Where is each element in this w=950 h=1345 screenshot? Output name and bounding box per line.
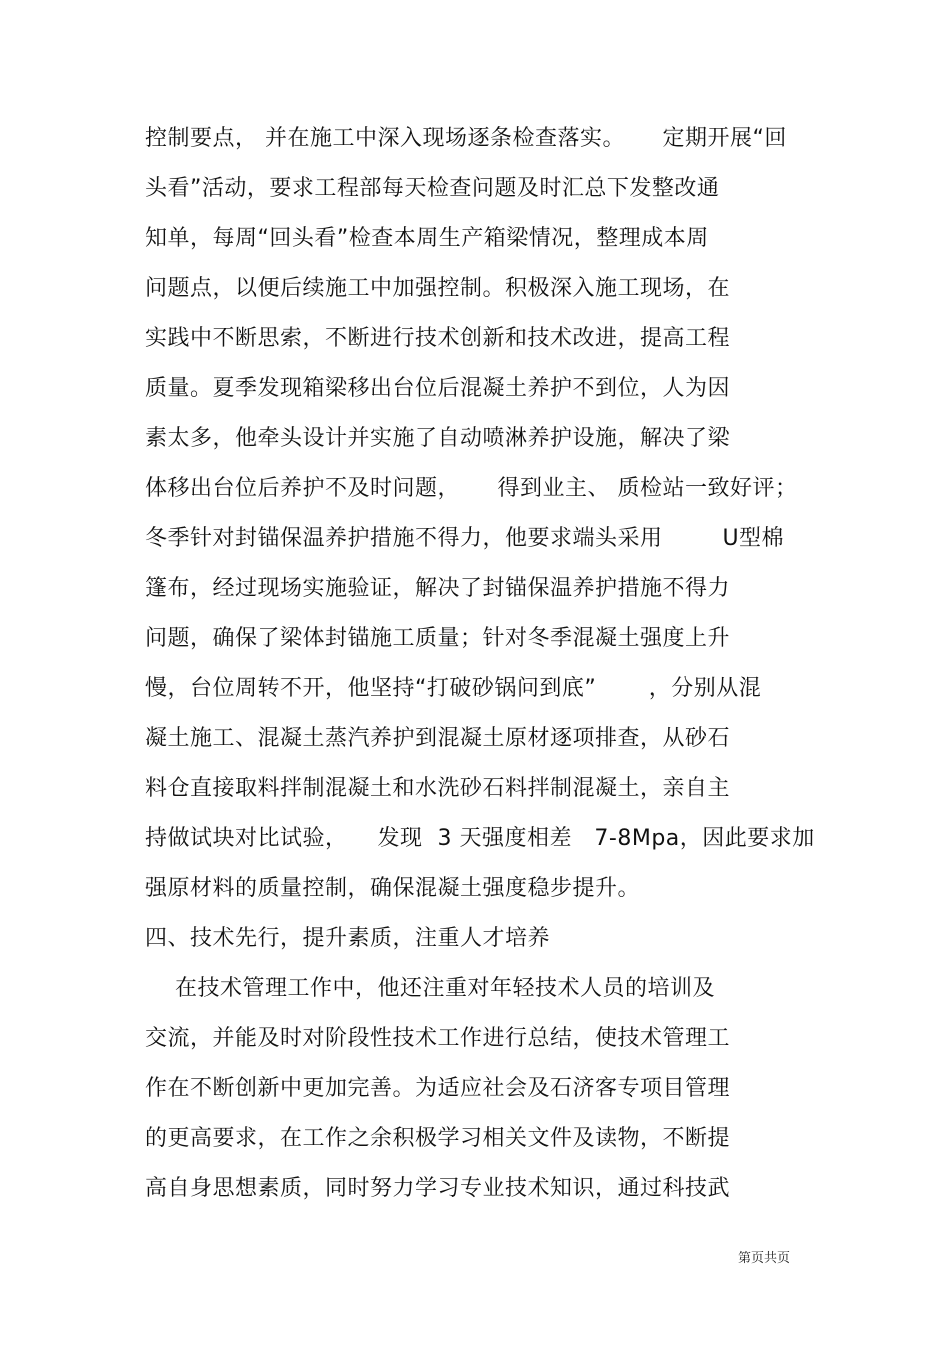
text-line: 问题，确保了梁体封锚施工质量；针对冬季混凝土强度上升 <box>145 626 731 651</box>
text-line: 篷布，经过现场实施验证，解决了封锚保温养护措施不得力 <box>145 576 731 601</box>
text-line: 持做试块对比试验， 发现 3 天强度相差 7-8Mpa，因此要求加 <box>145 826 815 851</box>
text-line: 作在不断创新中更加完善。为适应社会及石济客专项目管理 <box>145 1076 731 1101</box>
text-line: 问题点，以便后续施工中加强控制。积极深入施工现场，在 <box>145 276 731 301</box>
text-line: 冬季针对封锚保温养护措施不得力，他要求端头采用 U型棉 <box>145 526 785 551</box>
text-line: 的更高要求，在工作之余积极学习相关文件及读物，不断提 <box>145 1126 731 1151</box>
text-line: 体移出台位后养护不及时问题， 得到业主、 质检站一致好评； <box>145 476 798 501</box>
text-line: 质量。夏季发现箱梁移出台位后混凝土养护不到位，人为因 <box>145 376 731 401</box>
text-line: 凝土施工、混凝土蒸汽养护到混凝土原材逐项排查，从砂石 <box>145 726 731 751</box>
text-line: 头看”活动，要求工程部每天检查问题及时汇总下发整改通 <box>145 176 720 201</box>
text-line: 慢，台位周转不开，他坚持“打破砂锅问到底” ，分别从混 <box>145 676 762 701</box>
text-line: 高自身思想素质，同时努力学习专业技术知识，通过科技武 <box>145 1176 731 1201</box>
text-line: 强原材料的质量控制，确保混凝土强度稳步提升。 <box>145 876 641 901</box>
text-line: 控制要点， 并在施工中深入现场逐条检查落实。 定期开展“回 <box>145 126 787 151</box>
text-line: 在技术管理工作中，他还注重对年轻技术人员的培训及 <box>145 976 715 1001</box>
text-line: 交流，并能及时对阶段性技术工作进行总结，使技术管理工 <box>145 1026 731 1051</box>
text-line: 四、技术先行，提升素质，注重人才培养 <box>145 926 551 951</box>
page-footer: 第页共页 <box>738 1251 791 1266</box>
text-line: 素太多，他牵头设计并实施了自动喷淋养护设施，解决了梁 <box>145 426 731 451</box>
text-line: 实践中不断思索，不断进行技术创新和技术改进，提高工程 <box>145 326 731 351</box>
text-line: 知单，每周“回头看”检查本周生产箱梁情况，整理成本周 <box>145 226 709 251</box>
text-line: 料仓直接取料拌制混凝土和水洗砂石料拌制混凝土，亲自主 <box>145 776 731 801</box>
